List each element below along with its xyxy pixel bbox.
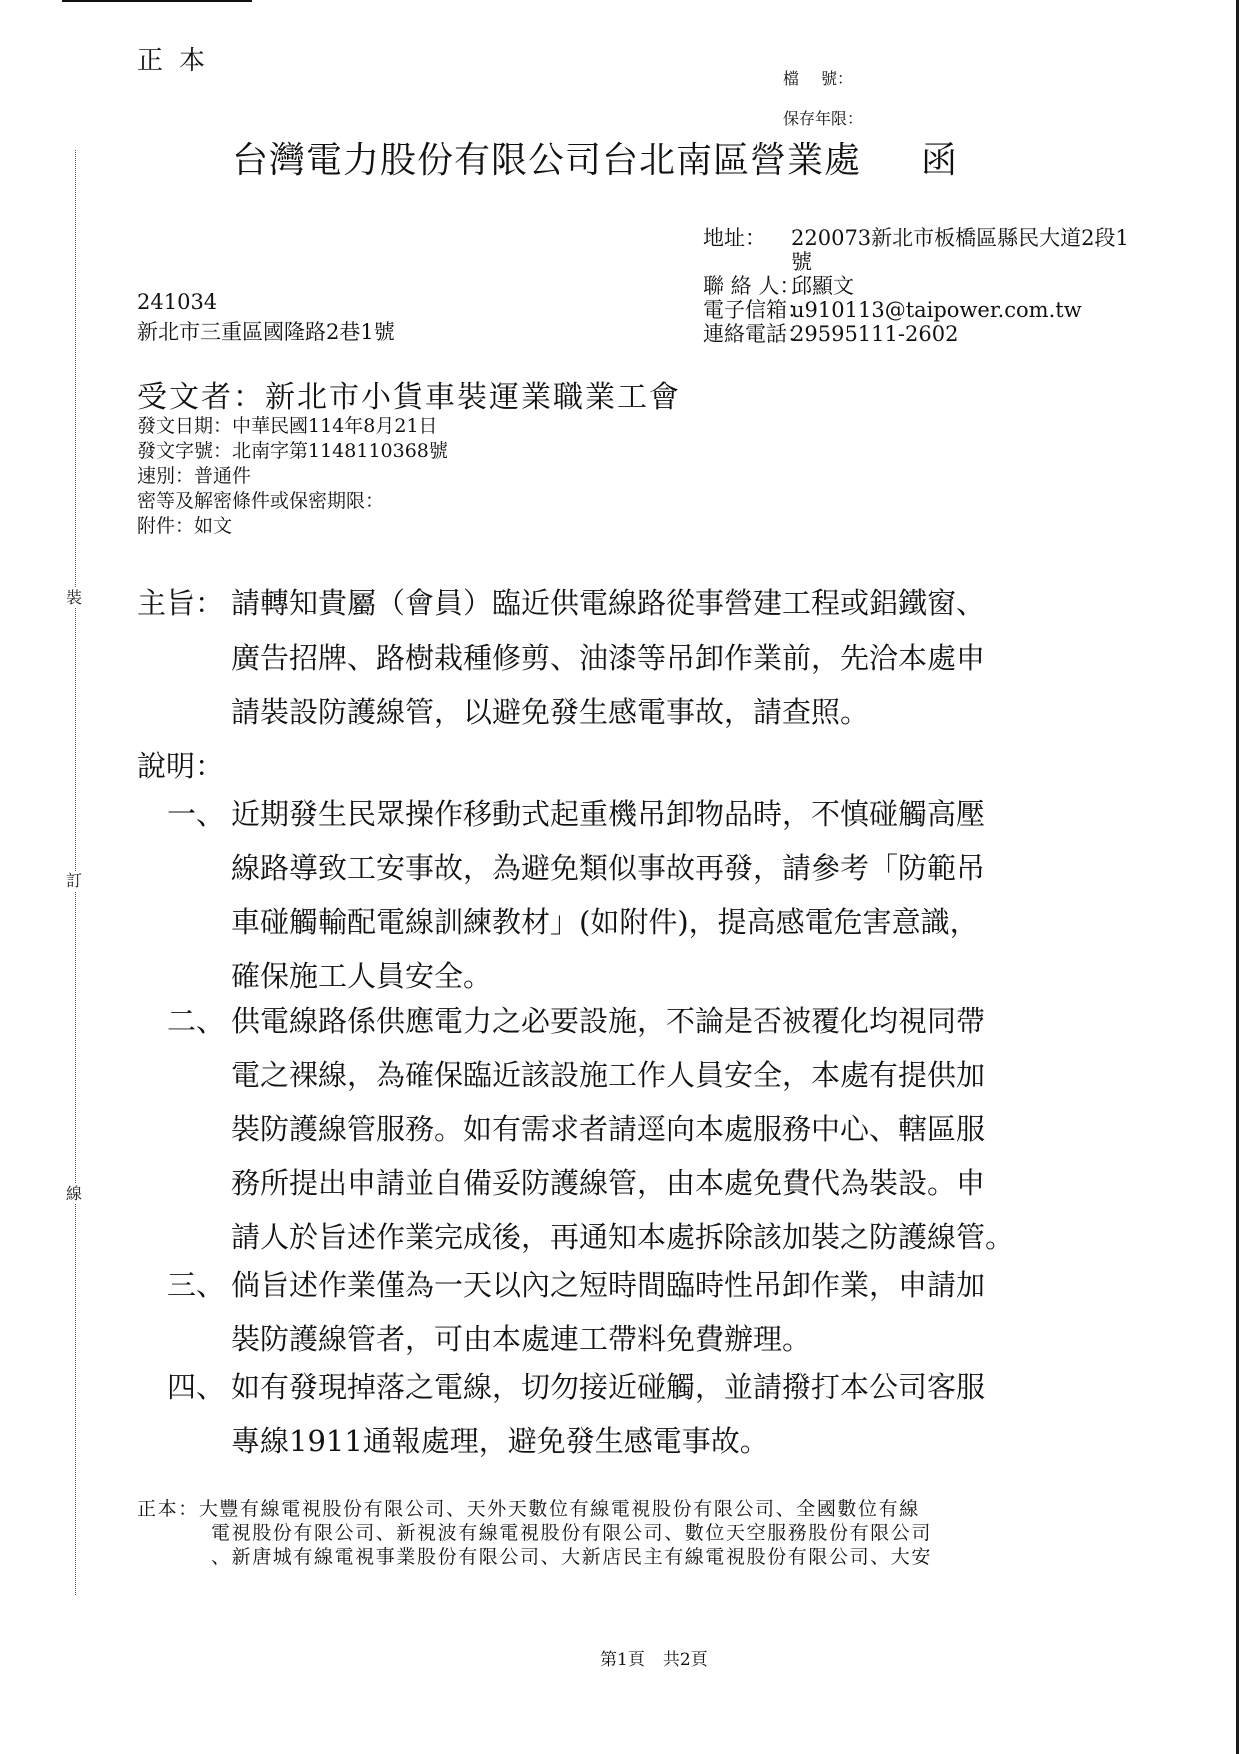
copy-type-label: 正本	[137, 46, 222, 76]
scan-edge-line-right	[1236, 0, 1239, 1754]
page-indicator	[600, 1645, 708, 1670]
distribution-line	[137, 1497, 932, 1521]
subject-line: 廣告招牌、路樹栽種修剪、油漆等吊卸作業前，先洽本處申	[231, 641, 986, 675]
retention-period-label: 保存年限：	[783, 109, 864, 128]
issue-date: 發文日期：中華民國114年8月21日	[137, 415, 438, 437]
sender-email-label: 電子信箱：	[703, 298, 808, 322]
issuer-name: 台灣電力股份有限公司台北南區營業處	[232, 140, 862, 181]
explanation-item-line: 電之裸線，為確保臨近該設施工作人員安全，本處有提供加	[231, 1058, 986, 1092]
distribution-list	[137, 1497, 932, 1569]
distribution-line: 、新唐城有線電視事業股份有限公司、大新店民主有線電視股份有限公司、大安	[211, 1546, 933, 1568]
recipient-line: 受文者：新北市小貨車裝運業職業工會	[137, 380, 681, 415]
sender-email-value: u910113@taipower.com.tw	[791, 298, 1082, 322]
explanation-item-line: 裝防護線管者，可由本處連工帶料免費辦理。	[231, 1322, 812, 1356]
explanation-item-line: 線路導致工安事故，為避免類似事故再發，請參考「防範吊	[231, 851, 986, 885]
distribution-line: 電視股份有限公司、新視波有線電視股份有限公司、數位天空服務股份有限公司	[211, 1522, 933, 1544]
binding-mark-ding: 訂	[66, 871, 83, 890]
binding-mark-zhuang: 裝	[66, 588, 83, 607]
file-number-label-suffix: 號：	[821, 69, 854, 88]
attachment: 附件：如文	[137, 515, 233, 537]
priority: 速別：普通件	[137, 465, 252, 487]
page-current: 第1頁	[600, 1650, 645, 1670]
explanation-item-line: 裝防護線管服務。如有需求者請逕向本處服務中心、轄區服	[231, 1112, 986, 1146]
sender-address-value-cont: 號	[791, 250, 812, 274]
sender-contact-row	[703, 274, 1129, 298]
distribution-text: 大豐有線電視股份有限公司、天外天數位有線電視股份有限公司、全國數位有線	[198, 1498, 920, 1520]
explanation-item-number: 二、	[167, 1004, 226, 1038]
recipient-zip: 241034	[137, 290, 218, 314]
explanation-item-line: 供電線路係供應電力之必要設施，不論是否被覆化均視同帶	[231, 1004, 986, 1038]
document-title	[232, 132, 958, 183]
explanation-item-line: 請人於旨述作業完成後，再通知本處拆除該加裝之防護線管。	[231, 1220, 1015, 1254]
document-type: 函	[921, 140, 959, 181]
explanation-item-number: 四、	[167, 1370, 226, 1404]
explanation-item-number: 三、	[167, 1268, 226, 1302]
page-total: 共2頁	[662, 1650, 708, 1670]
document-meta	[137, 414, 448, 539]
sender-phone-value: 29595111-2602	[791, 322, 959, 346]
explanation-item-number: 一、	[167, 797, 226, 831]
sender-address-label: 地址：	[703, 226, 766, 250]
sender-contact-block	[703, 226, 1129, 346]
file-number-label: 檔	[783, 69, 800, 88]
sender-address-value: 220073新北市板橋區縣民大道2段1	[791, 226, 1129, 250]
sender-phone-row	[703, 322, 1129, 346]
explanation-item-line: 確保施工人員安全。	[231, 959, 493, 993]
sender-phone-label: 連絡電話：	[703, 322, 808, 346]
binding-mark-xian: 線	[66, 1184, 83, 1203]
explanation-item-line: 專線1911通報處理，避免發生感電事故。	[231, 1424, 769, 1458]
explanation-item-line: 倘旨述作業僅為一天以內之短時間臨時性吊卸作業，申請加	[231, 1268, 986, 1302]
explanation-item-line: 務所提出申請並自備妥防護線管，由本處免費代為裝設。申	[231, 1166, 986, 1200]
file-number-field	[783, 66, 853, 89]
document-number: 發文字號：北南字第1148110368號	[137, 440, 448, 462]
scan-edge-line-top	[62, 0, 252, 2]
sender-address-row-continued	[703, 250, 1129, 274]
sender-contact-label: 聯 絡 人：	[703, 274, 801, 298]
subject-line: 請裝設防護線管，以避免發生感電事故，請查照。	[231, 695, 870, 729]
explanation-item-line: 如有發現掉落之電線，切勿接近碰觸，並請撥打本公司客服	[231, 1370, 986, 1404]
subject-line: 請轉知貴屬（會員）臨近供電線路從事營建工程或鋁鐵窗、	[231, 586, 986, 620]
sender-contact-value: 邱顯文	[791, 274, 854, 298]
classification: 密等及解密條件或保密期限：	[137, 490, 385, 512]
explanation-item-line: 車碰觸輸配電線訓練教材」(如附件)，提高感電危害意識，	[231, 905, 979, 939]
sender-address-row	[703, 226, 1129, 250]
explanation-item-line: 近期發生民眾操作移動式起重機吊卸物品時，不慎碰觸高壓	[231, 797, 986, 831]
subject-label: 主旨：	[137, 586, 225, 620]
sender-email-row	[703, 298, 1129, 322]
recipient-address: 新北市三重區國隆路2巷1號	[137, 320, 395, 344]
explanation-label: 說明：	[137, 749, 225, 783]
distribution-label: 正本：	[137, 1498, 199, 1520]
